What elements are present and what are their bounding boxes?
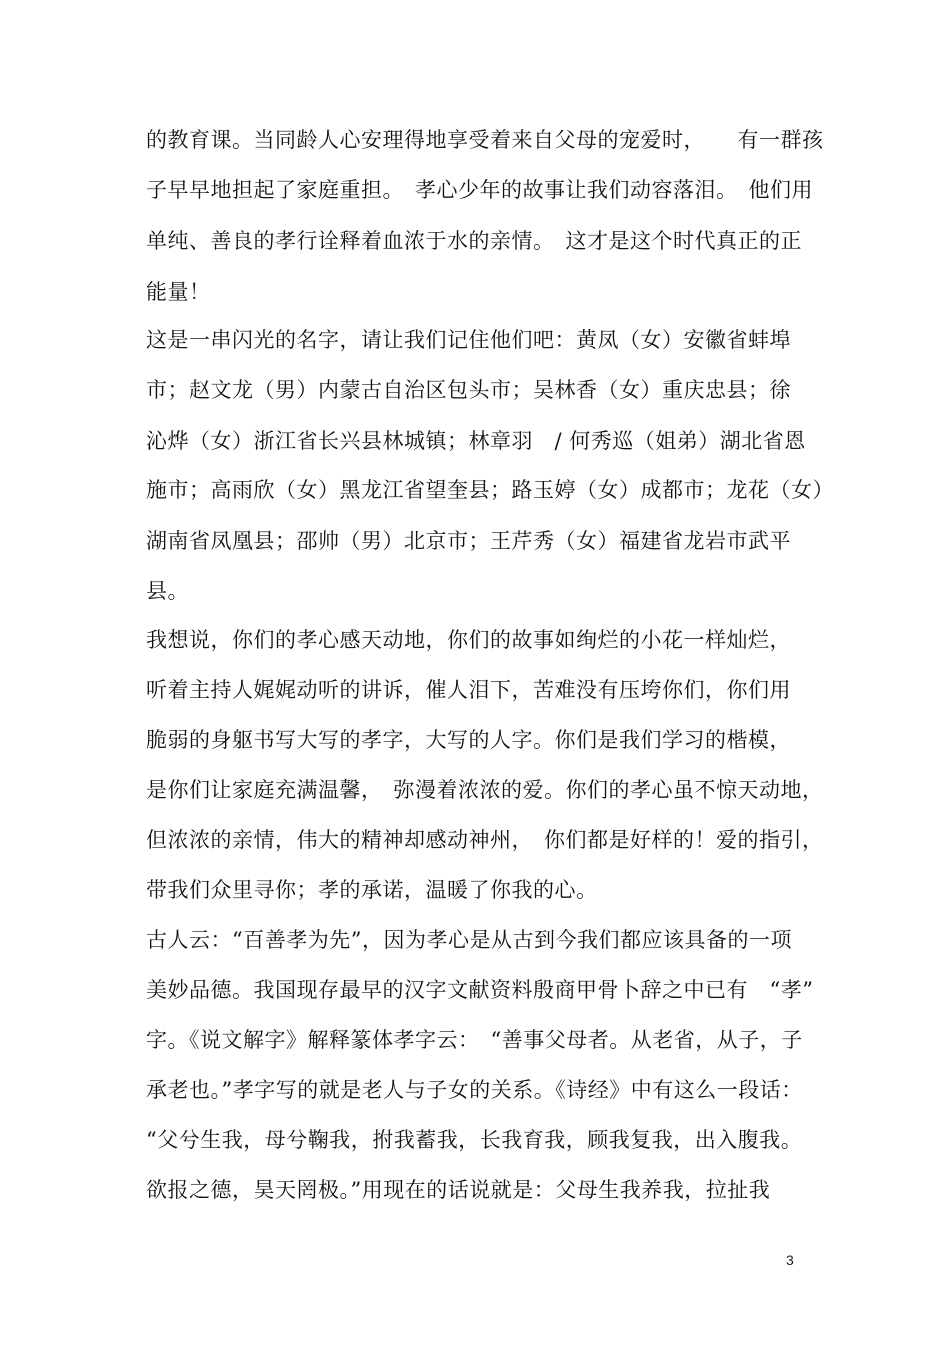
text-line-8: 施市；高雨欣（女）黑龙江省望奎县；路玉婷（女）成都市；龙花（女） (146, 478, 834, 502)
text-line-5: 这是一串闪光的名字，请让我们记住他们吧：黄凤（女）安徽省蚌埠 (146, 328, 791, 352)
text-line-18: 美妙品德。我国现存最早的汉字文献资料殷商甲骨卜辞之中已有 “孝” (146, 978, 814, 1002)
text-line-4: 能量！ (146, 280, 211, 304)
text-line-2: 子早早地担起了家庭重担。 孝心少年的故事让我们动容落泪。 他们用 (146, 178, 813, 202)
text-line-21: “父兮生我，母兮鞠我，拊我蓄我，长我育我，顾我复我，出入腹我。 (146, 1128, 803, 1152)
text-line-1: 的教育课。当同龄人心安理得地享受着来自父母的宠爱时， 有一群孩 (146, 128, 824, 152)
text-line-3: 单纯、善良的孝行诠释着血浓于水的亲情。 这才是这个时代真正的正 (146, 229, 802, 253)
text-line-10: 县。 (146, 579, 189, 603)
text-line-6: 市；赵文龙（男）内蒙古自治区包头市；吴林香（女）重庆忠县；徐 (146, 378, 791, 402)
text-line-11: 我想说，你们的孝心感天动地，你们的故事如绚烂的小花一样灿烂， (146, 628, 791, 652)
text-line-12: 听着主持人娓娓动听的讲诉，催人泪下，苦难没有压垮你们，你们用 (146, 678, 791, 702)
text-line-13: 脆弱的身躯书写大写的孝字，大写的人字。你们是我们学习的楷模， (146, 728, 791, 752)
text-line-7: 沁烨（女）浙江省长兴县林城镇；林章羽 / 何秀巡（姐弟）湖北省恩 (146, 429, 806, 453)
text-line-15: 但浓浓的亲情，伟大的精神却感动神州， 你们都是好样的！爱的指引， (146, 828, 824, 852)
text-line-19: 字。《说文解字》解释篆体孝字云： “善事父母者。从老省，从子，子 (146, 1028, 803, 1052)
text-line-22: 欲报之德，昊天罔极。”用现在的话说就是：父母生我养我，拉扯我 (146, 1178, 771, 1202)
text-line-20: 承老也。”孝字写的就是老人与子女的关系。《诗经》中有这么一段话： (146, 1078, 803, 1102)
page-number: 3 (786, 1252, 794, 1268)
text-line-14: 是你们让家庭充满温馨， 弥漫着浓浓的爱。你们的孝心虽不惊天动地， (146, 778, 824, 802)
text-line-9: 湖南省凤凰县；邵帅（男）北京市；王芹秀（女）福建省龙岩市武平 (146, 529, 791, 553)
text-line-16: 带我们众里寻你；孝的承诺，温暖了你我的心。 (146, 878, 598, 902)
text-line-17: 古人云：“百善孝为先”，因为孝心是从古到今我们都应该具备的一项 (146, 928, 792, 952)
